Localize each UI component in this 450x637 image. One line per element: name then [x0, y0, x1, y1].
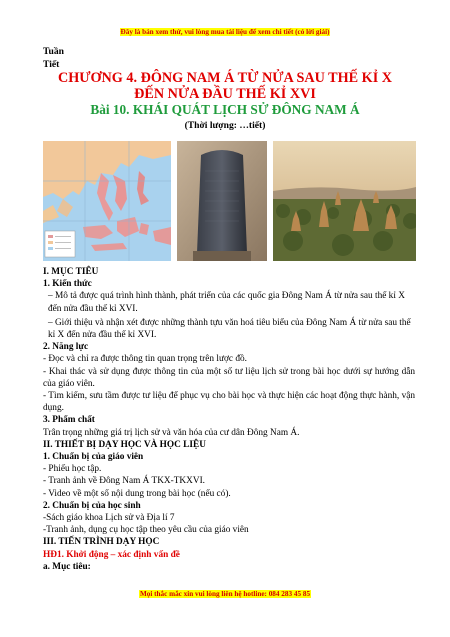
period-label: Tiết — [43, 59, 60, 70]
teacher-prep-item-1: - Phiếu học tập. — [43, 464, 102, 475]
section-objectives: I. MỤC TIÊU — [43, 267, 99, 277]
preview-banner — [0, 28, 450, 36]
qualities-item-1: Trân trọng những giá trị lịch sử và văn hóa của cư dân Đông Nam Á. — [43, 427, 300, 438]
teacher-prep-item-2: - Tranh ảnh về Đông Nam Á TKX-TKXVI. — [43, 476, 205, 487]
subsection-competence: 2. Năng lực — [43, 342, 89, 353]
competence-item-2: - Khai thác và sử dụng được thông tin của một số tư liệu lịch sử trong bài học dưới sự hướng dẫn của giáo viên. — [43, 366, 415, 389]
bagan-temples-image — [273, 141, 416, 261]
stone-stele-image — [177, 141, 267, 261]
activity-1-heading: HĐ1. Khởi động – xác định vấn đề — [43, 549, 180, 560]
chapter-title-line2: ĐẾN NỬA ĐẦU THẾ KỈ XVI — [134, 86, 316, 102]
subsection-student-prep: 2. Chuẩn bị của học sinh — [43, 500, 141, 511]
lesson-title: Bài 10. KHÁI QUÁT LỊCH SỬ ĐÔNG NAM Á — [90, 102, 360, 117]
knowledge-item-1: – Mô tả được quá trình hình thành, phát triển của các quốc gia Đông Nam Á từ nửa sau thế kỉ X đến nửa đầu thế kỉ XVI. — [48, 291, 405, 314]
knowledge-item-2: – Giới thiệu và nhận xét được những thành tựu văn hoá tiêu biểu của Đông Nam Á từ nửa sau thế kỉ X đến nửa đầu thế kỉ XVI. — [48, 317, 411, 341]
southeast-asia-map-image — [43, 141, 171, 261]
student-prep-item-2: -Tranh ảnh, dụng cụ học tập theo yêu cầu của giáo viên — [43, 525, 249, 536]
subsection-qualities: 3. Phẩm chất — [43, 415, 95, 426]
teacher-prep-item-3: - Video về một số nội dung trong bài học (nếu có). — [43, 488, 231, 499]
activity-1-objective: a. Mục tiêu: — [43, 561, 91, 572]
subsection-knowledge: 1. Kiến thức — [43, 279, 92, 290]
preview-banner-text: Đây là bản xem thử, vui lòng mua tài liệu để xem chi tiết (có lời giải) — [120, 28, 330, 36]
competence-item-1: - Đọc và chỉ ra được thông tin quan trọng trên lược đồ. — [43, 354, 247, 365]
subsection-teacher-prep: 1. Chuẩn bị của giáo viên — [43, 452, 144, 463]
week-label: Tuần — [43, 46, 64, 57]
hotline-banner-text: Mọi thắc mắc xin vui lòng liên hệ hotline: 084 283 45 85 — [139, 590, 311, 598]
duration-text: (Thời lượng: …tiết) — [184, 120, 266, 131]
hotline-banner — [0, 590, 450, 598]
chapter-title-line1: CHƯƠNG 4. ĐÔNG NAM Á TỪ NỬA SAU THẾ KỈ X — [57, 70, 393, 86]
lesson-content — [43, 266, 415, 573]
competence-item-3: - Tìm kiếm, sưu tầm được tư liệu để phục vụ cho bài học và thực hiện các hoạt động thực hành, vận dụng. — [43, 391, 415, 414]
section-teaching-process: III. TIẾN TRÌNH DẠY HỌC — [43, 537, 160, 548]
student-prep-item-1: -Sách giáo khoa Lịch sử và Địa lí 7 — [43, 513, 175, 524]
section-equipment: II. THIẾT BỊ DẠY HỌC VÀ HỌC LIỆU — [43, 439, 206, 450]
